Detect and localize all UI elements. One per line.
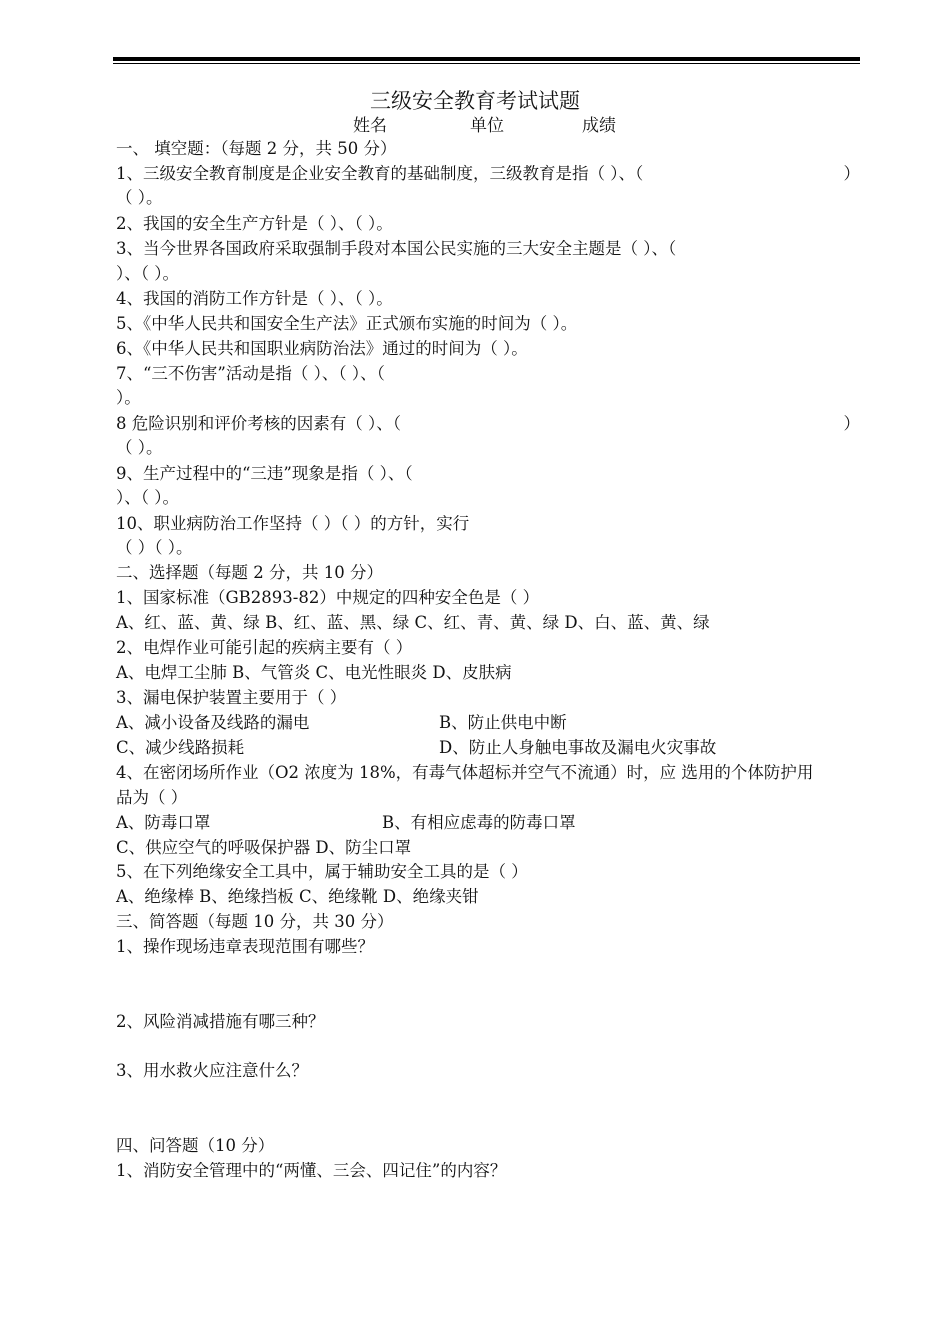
fill-question-1-cont: （ ）。 bbox=[116, 188, 163, 207]
fill-question-9: 9、生产过程中的“三违”现象是指（ ）、（ bbox=[116, 464, 413, 483]
section-3-heading: 三、简答题（每题 10 分，共 30 分） bbox=[116, 912, 394, 931]
choice-question-1: 1、国家标准（GB2893-82）中规定的四种安全色是（ ） bbox=[116, 588, 540, 607]
fill-question-9-cont: ）、（ ）。 bbox=[116, 488, 179, 507]
section-1-heading: 一、 填空题：（每题 2 分，共 50 分） bbox=[116, 139, 397, 158]
q3-option-b: B、防止供电中断 bbox=[439, 713, 567, 732]
q8-text: 8 危险识别和评价考核的因素有（ ）、（ bbox=[116, 414, 401, 433]
q3-option-d: D、防止人身触电事故及漏电火灾事故 bbox=[439, 738, 717, 757]
document-title: 三级安全教育考试试题 bbox=[370, 89, 580, 113]
short-answer-1: 1、操作现场违章表现范围有哪些？ bbox=[116, 937, 374, 956]
choice-question-5-options: A、绝缘棒 B、绝缘挡板 C、绝缘靴 D、绝缘夹钳 bbox=[116, 887, 479, 906]
fill-question-8-cont: （ ）。 bbox=[116, 438, 163, 457]
fill-question-10: 10、职业病防治工作坚持（ ）（ ）的方针，实行 bbox=[116, 514, 470, 533]
q3-option-a: A、减小设备及线路的漏电 bbox=[116, 713, 310, 732]
fill-question-1 bbox=[116, 164, 860, 184]
fill-question-3: 3、当今世界各国政府采取强制手段对本国公民实施的三大安全主题是（ ）、（ bbox=[116, 239, 677, 258]
q4-option-b: B、有相应虑毒的防毒口罩 bbox=[382, 813, 576, 832]
q3-option-c: C、减少线路损耗 bbox=[116, 738, 245, 757]
q4-option-a: A、防毒口罩 bbox=[116, 813, 211, 832]
fill-question-6: 6、《中华人民共和国职业病防治法》通过的时间为（ ）。 bbox=[116, 339, 528, 358]
choice-question-3-options-row2 bbox=[116, 738, 860, 758]
fill-question-10-cont: （ ）（ ）。 bbox=[116, 538, 193, 557]
choice-question-3: 3、漏电保护装置主要用于（ ） bbox=[116, 688, 347, 707]
header-rule-thick bbox=[113, 57, 860, 61]
short-answer-3: 3、用水救火应注意什么？ bbox=[116, 1061, 308, 1080]
fill-question-3-cont: ）、（ ）。 bbox=[116, 264, 179, 283]
short-answer-2: 2、风险消减措施有哪三种？ bbox=[116, 1012, 325, 1031]
q8-bracket: ） bbox=[843, 414, 860, 433]
fill-question-4: 4、我国的消防工作方针是（ ）、（ ）。 bbox=[116, 289, 393, 308]
fill-question-2: 2、我国的安全生产方针是（ ）、（ ）。 bbox=[116, 214, 393, 233]
name-label: 姓名 bbox=[353, 116, 387, 136]
fill-question-7-cont: ）。 bbox=[116, 388, 141, 407]
choice-question-4-cont: 品为（ ） bbox=[116, 788, 188, 807]
score-label: 成绩 bbox=[582, 116, 616, 136]
header-rule-thin bbox=[113, 63, 860, 64]
section-2-heading: 二、选择题（每题 2 分，共 10 分） bbox=[116, 563, 383, 582]
q1-text: 1、三级安全教育制度是企业安全教育的基础制度，三级教育是指（ ）、（ bbox=[116, 164, 644, 183]
choice-question-3-options-row1 bbox=[116, 713, 860, 733]
essay-question-1: 1、消防安全管理中的“两懂、三会、四记住”的内容？ bbox=[116, 1161, 507, 1180]
choice-question-2-options: A、电焊工尘肺 B、气管炎 C、电光性眼炎 D、皮肤病 bbox=[116, 663, 512, 682]
fill-question-7: 7、“三不伤害”活动是指（ ）、（ ）、（ bbox=[116, 364, 385, 383]
choice-question-4: 4、在密闭场所作业（O2 浓度为 18%，有毒气体超标并空气不流通）时，应 选用的个体防护用 bbox=[116, 763, 814, 782]
q1-bracket: ） bbox=[843, 164, 860, 183]
choice-question-2: 2、电焊作业可能引起的疾病主要有（ ） bbox=[116, 638, 413, 657]
choice-question-5: 5、在下列绝缘安全工具中，属于辅助安全工具的是（ ） bbox=[116, 862, 528, 881]
unit-label: 单位 bbox=[470, 116, 504, 136]
fill-question-8 bbox=[116, 414, 860, 434]
choice-question-4-options-row2: C、供应空气的呼吸保护器 D、防尘口罩 bbox=[116, 838, 412, 857]
choice-question-4-options-row1 bbox=[116, 813, 860, 833]
section-4-heading: 四、问答题（10 分） bbox=[116, 1136, 275, 1155]
choice-question-1-options: A、红、蓝、黄、绿 B、红、蓝、黑、绿 C、红、青、黄、绿 D、白、蓝、黄、绿 bbox=[116, 613, 710, 632]
fill-question-5: 5、《中华人民共和国安全生产法》正式颁布实施的时间为（ ）。 bbox=[116, 314, 578, 333]
